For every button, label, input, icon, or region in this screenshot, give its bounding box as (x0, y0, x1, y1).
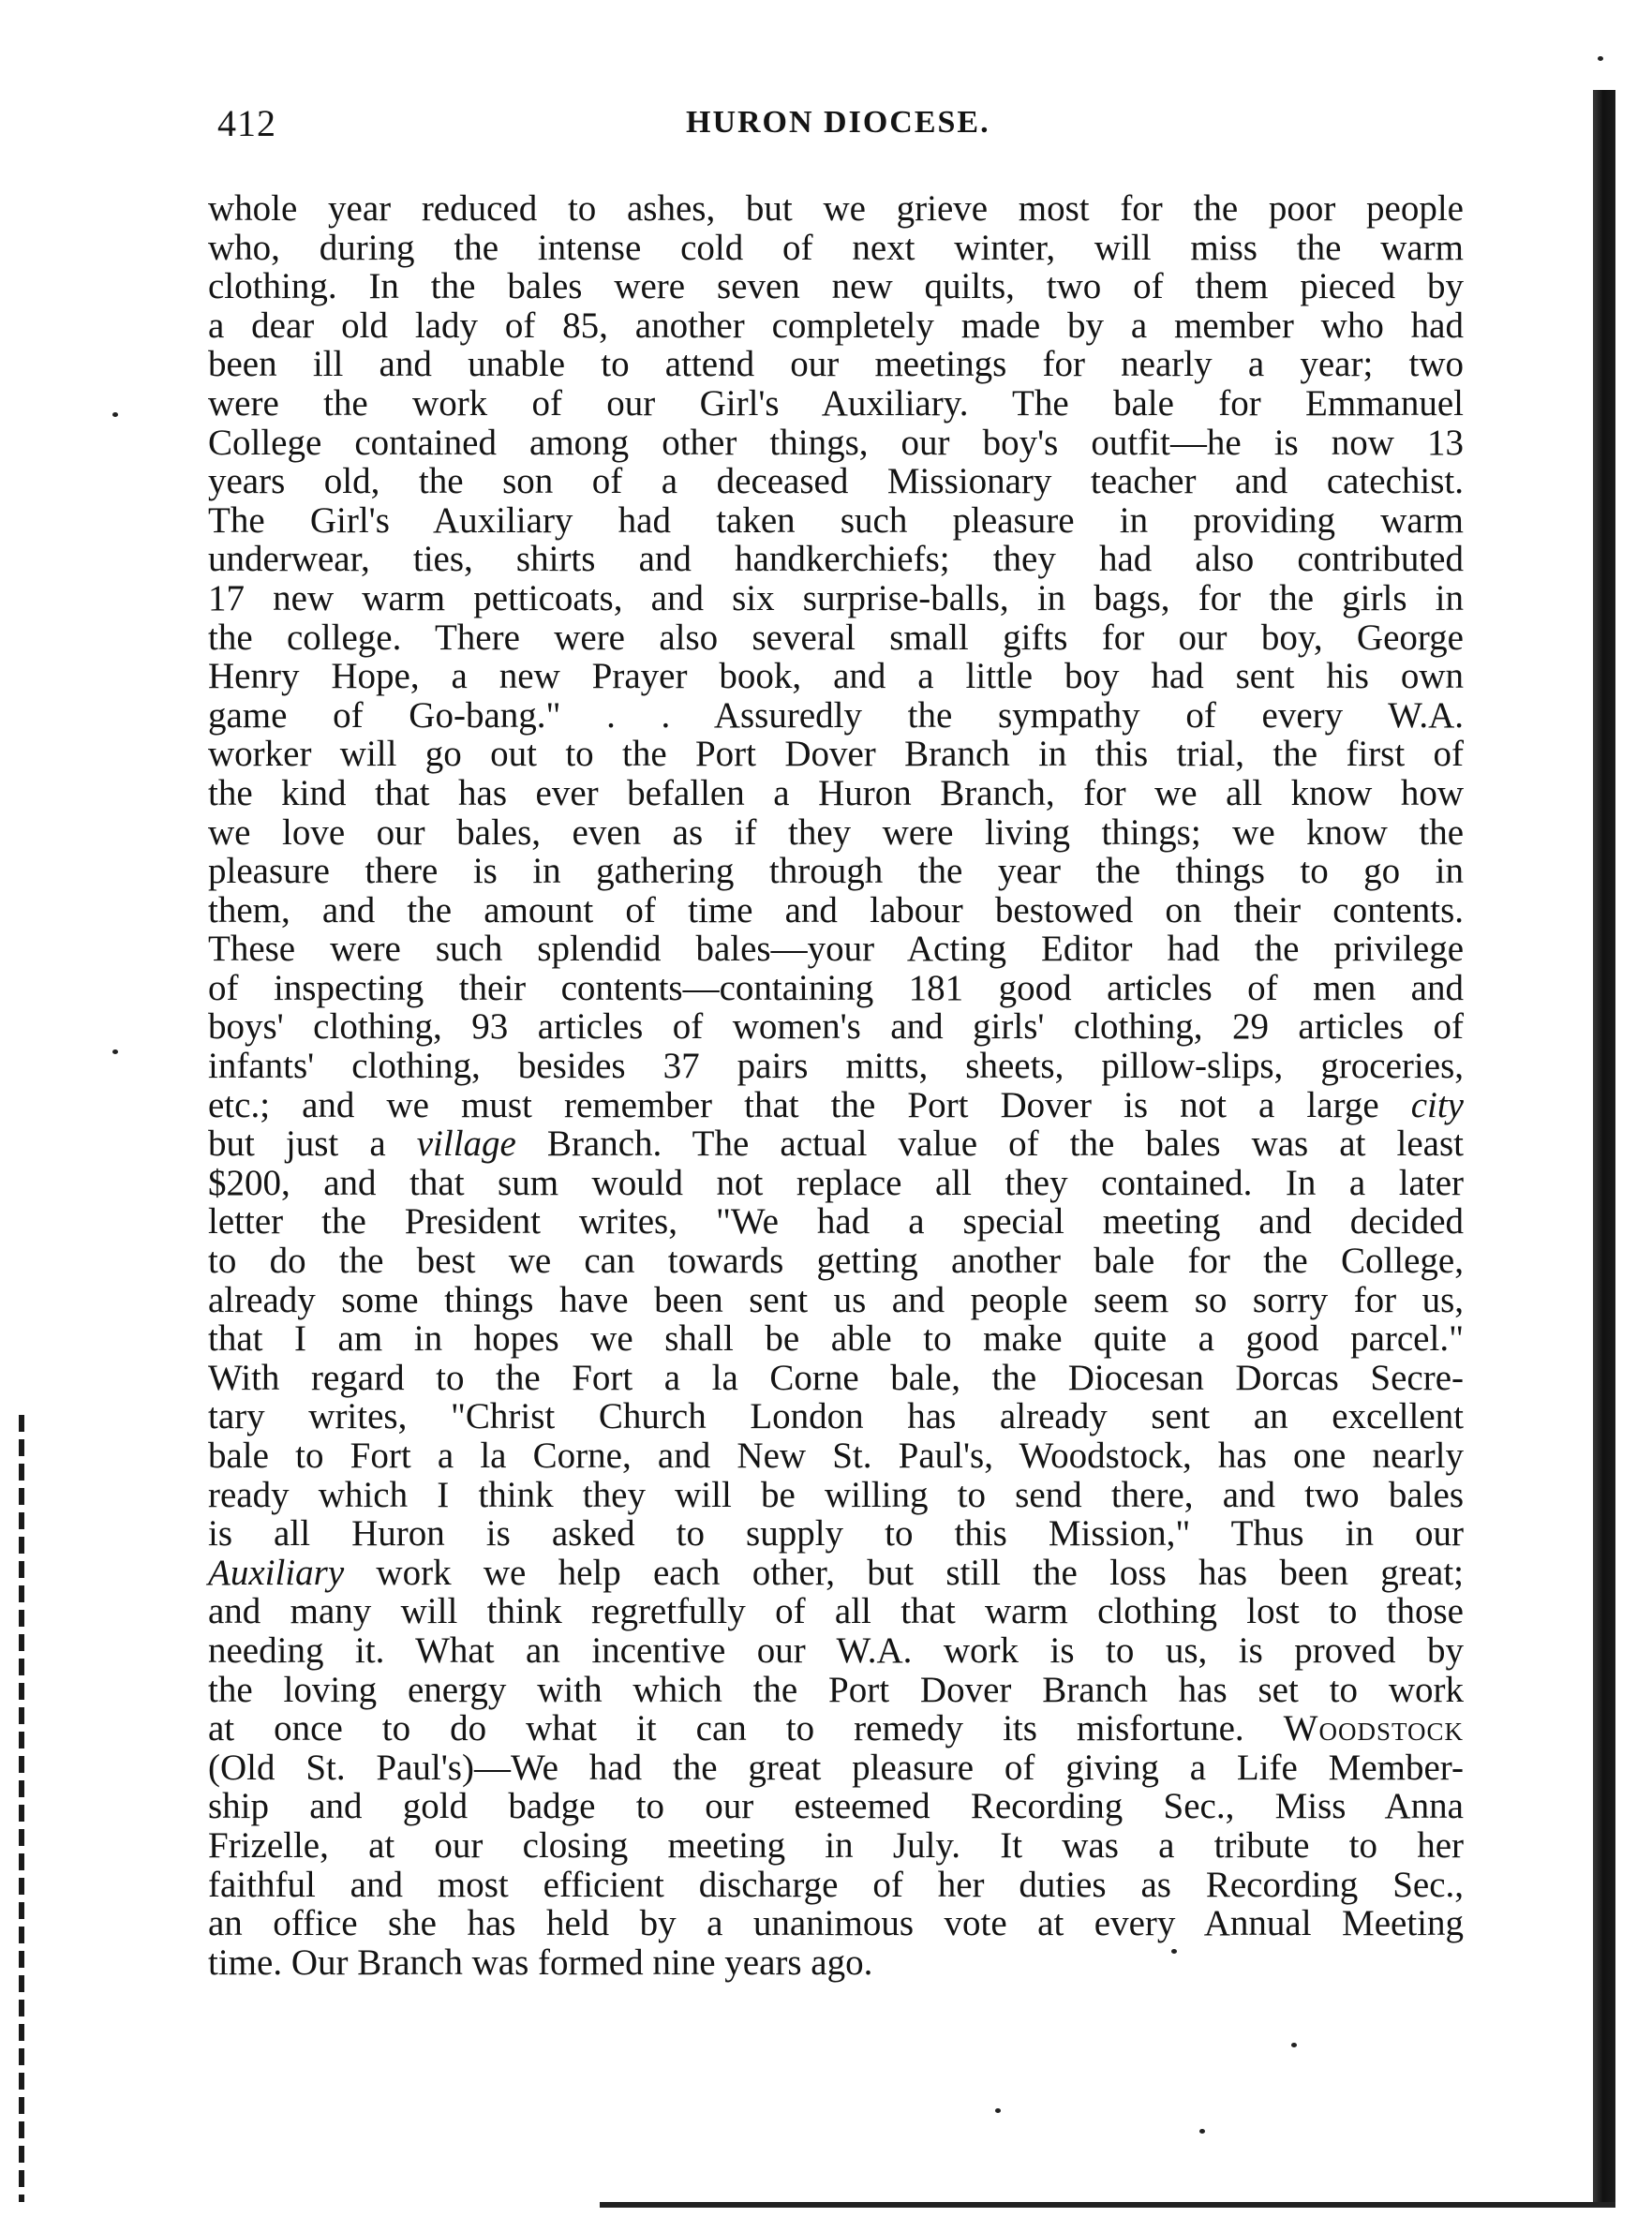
scan-speck (112, 1049, 118, 1054)
scan-speck (112, 412, 118, 417)
scan-speck (1171, 1949, 1177, 1954)
small-caps-word: Woodstock (1283, 1708, 1464, 1749)
text-line: that I am in hopes we shall be able to make quite a good parcel." (208, 1318, 1464, 1360)
text-line: bale to Fort a la Corne, and New St. Paul's, Woodstock, has one nearly (208, 1436, 1464, 1476)
text-line: worker will go out to the Port Dover Branch in this trial, the first of (208, 734, 1464, 775)
body-text (208, 189, 1464, 1982)
page-bottom-edge (600, 2202, 1615, 2208)
text-line: With regard to the Fort a la Corne bale, the Diocesan Dorcas Secre- (208, 1357, 1464, 1398)
text-line: and many will think regretfully of all that warm clothing lost to those (208, 1591, 1464, 1632)
scan-speck (1598, 56, 1603, 61)
text-line: underwear, ties, shirts and handkerchiefs; they had also contributed (208, 539, 1464, 580)
text-line: an office she has held by a unanimous vote at every Annual Meeting (208, 1903, 1464, 1944)
text-line: whole year reduced to ashes, but we grieve most for the poor people (208, 188, 1464, 229)
text-line (208, 1709, 1464, 1748)
text-line: a dear old lady of 85, another completely made by a member who had (208, 305, 1464, 346)
page-header (217, 101, 1445, 157)
text-run: etc.; and we must remember that the Port Dover is not a large (208, 1084, 1411, 1125)
text-line: who, during the intense cold of next winter, will miss the warm (208, 227, 1464, 268)
text-line: years old, the son of a deceased Missionary teacher and catechist. (208, 461, 1464, 502)
text-line: pleasure there is in gathering through the year the things to go in (208, 851, 1464, 892)
text-line: needing it. What an incentive our W.A. work is to us, is proved by (208, 1629, 1464, 1671)
text-line: ready which I think they will be willing to send there, and two bales (208, 1474, 1464, 1515)
text-line: the kind that has ever befallen a Huron Branch, for we all know how (208, 772, 1464, 813)
left-binding-edge (19, 1415, 24, 2202)
text-line: to do the best we can towards getting another bale for the College, (208, 1241, 1464, 1282)
text-line: $200, and that sum would not replace all they contained. In a later (208, 1162, 1464, 1203)
text-line: the loving energy with which the Port Dover Branch has set to work (208, 1669, 1464, 1710)
italic-word: Auxiliary (208, 1552, 345, 1593)
text-line: been ill and unable to attend our meetings for nearly a year; two (208, 344, 1464, 385)
text-line: 17 new warm petticoats, and six surprise-balls, in bags, for the girls in (208, 577, 1464, 618)
text-line: (Old St. Paul's)—We had the great pleasure of giving a Life Member- (208, 1747, 1464, 1788)
italic-word: city (1410, 1084, 1464, 1125)
scan-speck (995, 2108, 1001, 2113)
text-line: These were such splendid bales—your Acting Editor had the privilege (208, 929, 1464, 970)
scan-speck (1291, 2043, 1297, 2047)
text-run: at once to do what it can to remedy its misfortune. (208, 1708, 1284, 1749)
italic-word: village (416, 1123, 516, 1165)
page-number: 412 (217, 102, 276, 144)
text-line: Frizelle, at our closing meeting in July. It was a tribute to her (208, 1824, 1464, 1866)
running-head: HURON DIOCESE. (686, 105, 990, 140)
text-run: work we help each other, but still the loss has been great; (344, 1552, 1464, 1593)
text-line (208, 1554, 1464, 1593)
text-line: of inspecting their contents—containing 181 good articles of men and (208, 967, 1464, 1008)
text-line: clothing. In the bales were seven new quilts, two of them pieced by (208, 266, 1464, 307)
text-line: The Girl's Auxiliary had taken such pleasure in providing warm (208, 499, 1464, 541)
text-line: tary writes, "Christ Church London has already sent an excellent (208, 1396, 1464, 1437)
text-line: College contained among other things, our boy's outfit—he is now 13 (208, 422, 1464, 463)
text-line (208, 1086, 1464, 1125)
text-run: but just a (208, 1123, 417, 1165)
text-line-last: time. Our Branch was formed nine years ago. (208, 1942, 873, 1983)
text-line: letter the President writes, "We had a special meeting and decided (208, 1201, 1464, 1242)
page-edge-shadow (1593, 90, 1615, 2206)
text-line: were the work of our Girl's Auxiliary. The bale for Emmanuel (208, 382, 1464, 424)
text-line: the college. There were also several small gifts for our boy, George (208, 617, 1464, 658)
text-line: is all Huron is asked to supply to this Mission," Thus in our (208, 1513, 1464, 1555)
text-line: ship and gold badge to our esteemed Recording Sec., Miss Anna (208, 1786, 1464, 1827)
scan-speck (1199, 2129, 1205, 2134)
text-line: game of Go-bang." . . Assuredly the sympathy of every W.A. (208, 694, 1464, 736)
text-line: already some things have been sent us and people seem so sorry for us, (208, 1279, 1464, 1320)
text-line: infants' clothing, besides 37 pairs mitts, sheets, pillow-slips, groceries, (208, 1046, 1464, 1087)
text-line: them, and the amount of time and labour bestowed on their contents. (208, 889, 1464, 930)
text-line (208, 1124, 1464, 1164)
text-line: boys' clothing, 93 articles of women's and girls' clothing, 29 articles of (208, 1006, 1464, 1048)
text-run: Branch. The actual value of the bales was at least (515, 1123, 1464, 1165)
text-line: faithful and most efficient discharge of her duties as Recording Sec., (208, 1864, 1464, 1905)
text-line: we love our bales, even as if they were living things; we know the (208, 811, 1464, 853)
text-line: Henry Hope, a new Prayer book, and a little boy had sent his own (208, 656, 1464, 697)
